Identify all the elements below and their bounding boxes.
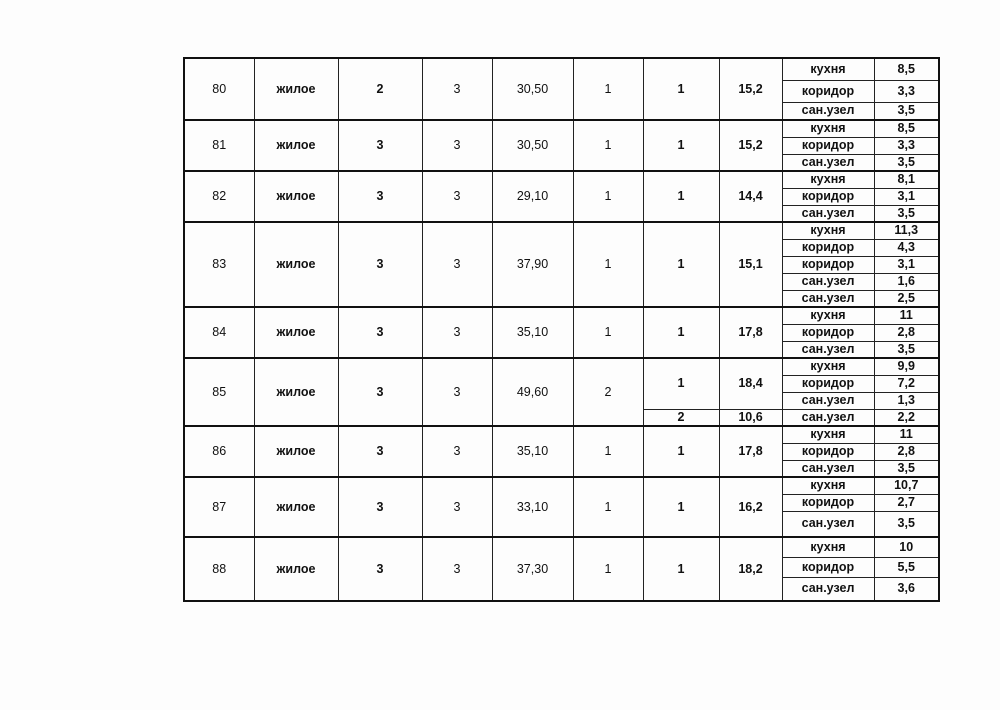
auxiliary-room-area-cell: 7,2 xyxy=(874,375,939,392)
auxiliary-room-name-cell: кухня xyxy=(782,537,874,557)
floor-cell: 3 xyxy=(338,477,422,537)
rooms-count-cell: 1 xyxy=(573,120,643,171)
auxiliary-room-area-cell: 1,3 xyxy=(874,392,939,409)
section-cell: 3 xyxy=(422,537,492,601)
auxiliary-room-area-cell: 5,5 xyxy=(874,557,939,577)
apartment-number-cell: 83 xyxy=(184,222,254,307)
rooms-count-cell: 1 xyxy=(573,477,643,537)
auxiliary-room-name-cell: кухня xyxy=(782,307,874,324)
apartment-number-cell: 85 xyxy=(184,358,254,426)
auxiliary-room-name-cell: кухня xyxy=(782,222,874,239)
living-area-cell: 17,8 xyxy=(719,307,782,358)
auxiliary-room-area-cell: 3,5 xyxy=(874,154,939,171)
auxiliary-room-area-cell: 3,5 xyxy=(874,511,939,537)
section-cell: 3 xyxy=(422,222,492,307)
apartment-number-cell: 87 xyxy=(184,477,254,537)
rooms-count-cell: 1 xyxy=(573,222,643,307)
apartment-type-cell: жилое xyxy=(254,58,338,120)
floor-cell: 3 xyxy=(338,120,422,171)
section-cell: 3 xyxy=(422,120,492,171)
auxiliary-room-name-cell: кухня xyxy=(782,426,874,443)
room-number-cell: 1 xyxy=(643,358,719,409)
apartment-number-cell: 84 xyxy=(184,307,254,358)
auxiliary-room-name-cell: сан.узел xyxy=(782,102,874,120)
room-number-cell: 1 xyxy=(643,477,719,537)
auxiliary-room-area-cell: 3,1 xyxy=(874,188,939,205)
rooms-count-cell: 1 xyxy=(573,426,643,477)
auxiliary-room-name-cell: сан.узел xyxy=(782,205,874,222)
total-area-cell: 33,10 xyxy=(492,477,573,537)
apartment-type-cell: жилое xyxy=(254,477,338,537)
auxiliary-room-name-cell: коридор xyxy=(782,80,874,102)
apartment-number-cell: 88 xyxy=(184,537,254,601)
auxiliary-room-area-cell: 2,8 xyxy=(874,443,939,460)
apartment-type-cell: жилое xyxy=(254,222,338,307)
auxiliary-room-name-cell: коридор xyxy=(782,557,874,577)
auxiliary-room-area-cell: 3,5 xyxy=(874,102,939,120)
auxiliary-room-name-cell: сан.узел xyxy=(782,511,874,537)
auxiliary-room-name-cell: коридор xyxy=(782,239,874,256)
auxiliary-room-area-cell: 9,9 xyxy=(874,358,939,375)
living-area-cell: 18,2 xyxy=(719,537,782,601)
auxiliary-room-name-cell: сан.узел xyxy=(782,290,874,307)
floor-cell: 3 xyxy=(338,426,422,477)
auxiliary-room-name-cell: сан.узел xyxy=(782,460,874,477)
rooms-count-cell: 1 xyxy=(573,537,643,601)
floor-cell: 3 xyxy=(338,171,422,222)
auxiliary-room-area-cell: 2,2 xyxy=(874,409,939,426)
auxiliary-room-name-cell: коридор xyxy=(782,494,874,511)
auxiliary-room-area-cell: 11 xyxy=(874,426,939,443)
auxiliary-room-name-cell: кухня xyxy=(782,120,874,137)
floor-cell: 3 xyxy=(338,307,422,358)
apartments-table xyxy=(183,57,940,602)
auxiliary-room-area-cell: 10 xyxy=(874,537,939,557)
total-area-cell: 37,30 xyxy=(492,537,573,601)
table-row xyxy=(184,537,939,557)
rooms-count-cell: 1 xyxy=(573,171,643,222)
floor-cell: 2 xyxy=(338,58,422,120)
rooms-count-cell: 2 xyxy=(573,358,643,426)
auxiliary-room-name-cell: сан.узел xyxy=(782,341,874,358)
auxiliary-room-area-cell: 8,1 xyxy=(874,171,939,188)
section-cell: 3 xyxy=(422,307,492,358)
apartment-type-cell: жилое xyxy=(254,358,338,426)
auxiliary-room-name-cell: коридор xyxy=(782,188,874,205)
auxiliary-room-name-cell: коридор xyxy=(782,137,874,154)
room-number-cell: 1 xyxy=(643,426,719,477)
room-number-cell: 1 xyxy=(643,222,719,307)
living-area-cell: 15,1 xyxy=(719,222,782,307)
floor-cell: 3 xyxy=(338,358,422,426)
total-area-cell: 35,10 xyxy=(492,426,573,477)
auxiliary-room-name-cell: кухня xyxy=(782,358,874,375)
section-cell: 3 xyxy=(422,358,492,426)
table-body xyxy=(184,58,939,601)
table-row xyxy=(184,358,939,375)
apartment-type-cell: жилое xyxy=(254,120,338,171)
total-area-cell: 29,10 xyxy=(492,171,573,222)
apartment-type-cell: жилое xyxy=(254,426,338,477)
auxiliary-room-name-cell: сан.узел xyxy=(782,154,874,171)
auxiliary-room-name-cell: коридор xyxy=(782,324,874,341)
auxiliary-room-area-cell: 2,8 xyxy=(874,324,939,341)
apartment-number-cell: 82 xyxy=(184,171,254,222)
section-cell: 3 xyxy=(422,58,492,120)
table-row xyxy=(184,171,939,188)
auxiliary-room-area-cell: 2,7 xyxy=(874,494,939,511)
auxiliary-room-area-cell: 11 xyxy=(874,307,939,324)
living-area-cell: 15,2 xyxy=(719,58,782,120)
room-number-cell: 1 xyxy=(643,120,719,171)
auxiliary-room-name-cell: сан.узел xyxy=(782,392,874,409)
section-cell: 3 xyxy=(422,426,492,477)
room-number-cell: 2 xyxy=(643,409,719,426)
auxiliary-room-name-cell: сан.узел xyxy=(782,409,874,426)
room-number-cell: 1 xyxy=(643,537,719,601)
section-cell: 3 xyxy=(422,171,492,222)
table-row xyxy=(184,120,939,137)
rooms-count-cell: 1 xyxy=(573,307,643,358)
auxiliary-room-area-cell: 3,6 xyxy=(874,577,939,601)
total-area-cell: 37,90 xyxy=(492,222,573,307)
total-area-cell: 30,50 xyxy=(492,120,573,171)
table-row xyxy=(184,477,939,494)
auxiliary-room-area-cell: 3,1 xyxy=(874,256,939,273)
auxiliary-room-name-cell: сан.узел xyxy=(782,273,874,290)
room-number-cell: 1 xyxy=(643,58,719,120)
table-row xyxy=(184,58,939,80)
table-row xyxy=(184,222,939,239)
room-number-cell: 1 xyxy=(643,307,719,358)
apartment-number-cell: 86 xyxy=(184,426,254,477)
total-area-cell: 30,50 xyxy=(492,58,573,120)
auxiliary-room-area-cell: 1,6 xyxy=(874,273,939,290)
auxiliary-room-name-cell: кухня xyxy=(782,477,874,494)
floor-cell: 3 xyxy=(338,537,422,601)
auxiliary-room-name-cell: коридор xyxy=(782,256,874,273)
total-area-cell: 35,10 xyxy=(492,307,573,358)
auxiliary-room-area-cell: 3,5 xyxy=(874,341,939,358)
rooms-count-cell: 1 xyxy=(573,58,643,120)
apartment-number-cell: 81 xyxy=(184,120,254,171)
auxiliary-room-area-cell: 3,3 xyxy=(874,137,939,154)
section-cell: 3 xyxy=(422,477,492,537)
total-area-cell: 49,60 xyxy=(492,358,573,426)
auxiliary-room-name-cell: коридор xyxy=(782,375,874,392)
auxiliary-room-area-cell: 3,3 xyxy=(874,80,939,102)
auxiliary-room-area-cell: 8,5 xyxy=(874,58,939,80)
auxiliary-room-area-cell: 10,7 xyxy=(874,477,939,494)
floor-cell: 3 xyxy=(338,222,422,307)
apartment-type-cell: жилое xyxy=(254,307,338,358)
apartment-number-cell: 80 xyxy=(184,58,254,120)
auxiliary-room-name-cell: сан.узел xyxy=(782,577,874,601)
apartment-type-cell: жилое xyxy=(254,171,338,222)
table-row xyxy=(184,307,939,324)
auxiliary-room-area-cell: 11,3 xyxy=(874,222,939,239)
living-area-cell: 17,8 xyxy=(719,426,782,477)
auxiliary-room-area-cell: 3,5 xyxy=(874,205,939,222)
auxiliary-room-area-cell: 4,3 xyxy=(874,239,939,256)
living-area-cell: 14,4 xyxy=(719,171,782,222)
living-area-cell: 18,4 xyxy=(719,358,782,409)
living-area-cell: 16,2 xyxy=(719,477,782,537)
apartment-type-cell: жилое xyxy=(254,537,338,601)
auxiliary-room-name-cell: кухня xyxy=(782,171,874,188)
table-row xyxy=(184,426,939,443)
room-number-cell: 1 xyxy=(643,171,719,222)
auxiliary-room-name-cell: кухня xyxy=(782,58,874,80)
auxiliary-room-area-cell: 8,5 xyxy=(874,120,939,137)
living-area-cell: 10,6 xyxy=(719,409,782,426)
auxiliary-room-area-cell: 2,5 xyxy=(874,290,939,307)
auxiliary-room-area-cell: 3,5 xyxy=(874,460,939,477)
auxiliary-room-name-cell: коридор xyxy=(782,443,874,460)
living-area-cell: 15,2 xyxy=(719,120,782,171)
